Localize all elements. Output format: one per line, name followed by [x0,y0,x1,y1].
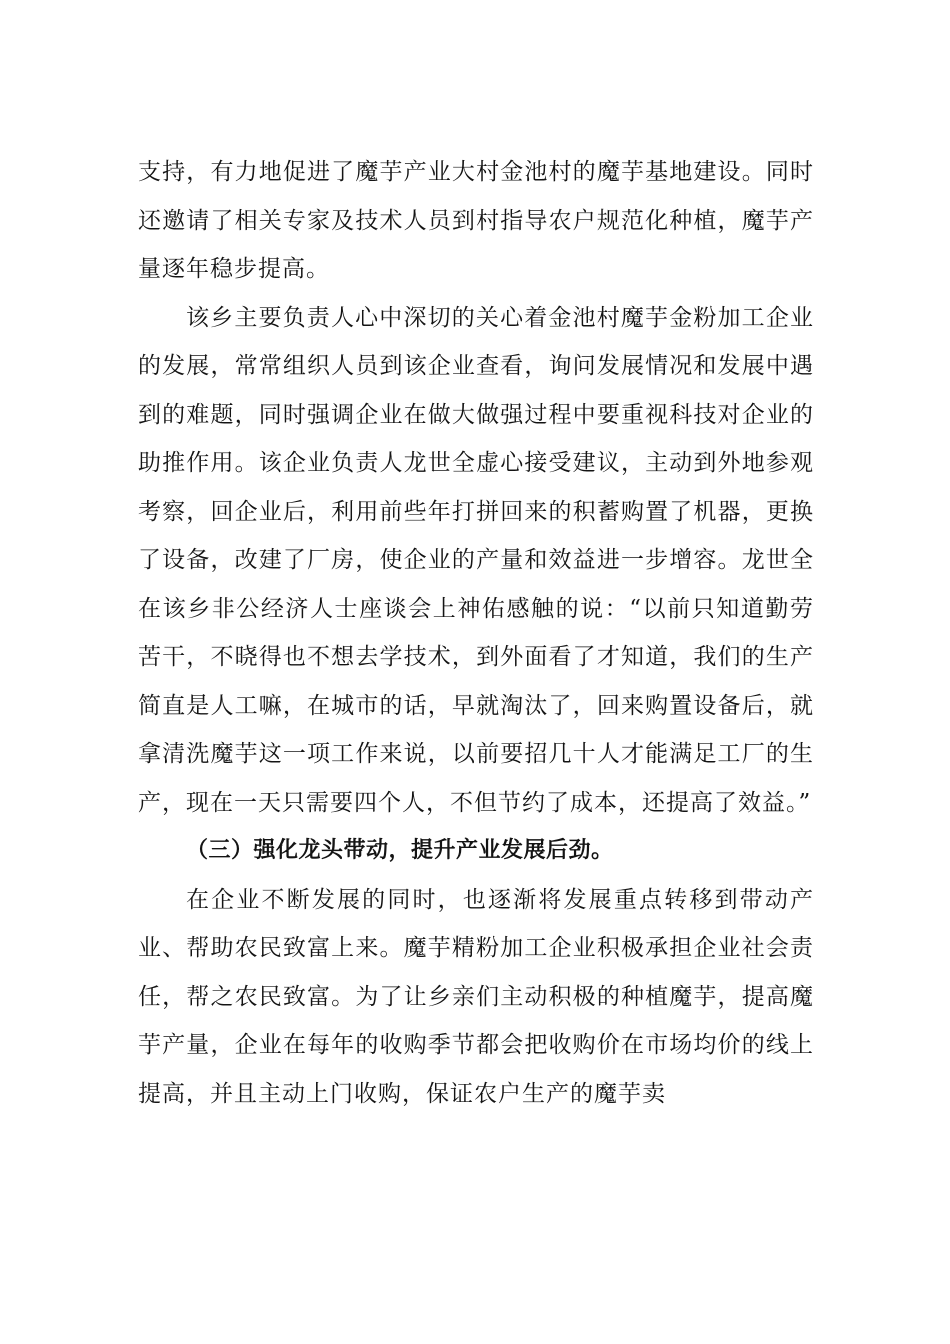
document-body [138,148,814,1118]
section-heading: （三）强化龙头带动，提升产业发展后劲。 [186,838,614,863]
paragraph-continued: 支持，有力地促进了魔芋产业大村金池村的魔芋基地建设。同时还邀请了相关专家及技术人员到村指导农户规范化种植，魔芋产量逐年稳步提高。 [138,159,814,282]
paragraph-industry-driving: 在企业不断发展的同时，也逐渐将发展重点转移到带动产业、帮助农民致富上来。魔芋精粉加工企业积极承担企业社会责任，帮之农民致富。为了让乡亲们主动积极的种植魔芋，提高魔芋产量，企业在每年的收购季节都会把收购价在市场均价的线上提高，并且主动上门收购，保证农户生产的魔芋卖 [138,886,814,1107]
paragraph-enterprise-development: 该乡主要负责人心中深切的关心着金池村魔芋金粉加工企业的发展，常常组织人员到该企业查看，询问发展情况和发展中遇到的难题，同时强调企业在做大做强过程中要重视科技对企业的助推作用。该企业负责人龙世全虚心接受建议，主动到外地参观考察，回企业后，利用前些年打拼回来的积蓄购置了机器，更换了设备，改建了厂房，使企业的产量和效益进一步增容。龙世全在该乡非公经济人士座谈会上神佑感触的说：“以前只知道勤劳苦干，不晓得也不想去学技术，到外面看了才知道，我们的生产简直是人工嘛，在城市的话，早就淘汰了，回来购置设备后，就拿清洗魔芋这一项工作来说，以前要招几十人才能满足工厂的生产，现在一天只需要四个人，不但节约了成本，还提高了效益。” [138,304,814,816]
